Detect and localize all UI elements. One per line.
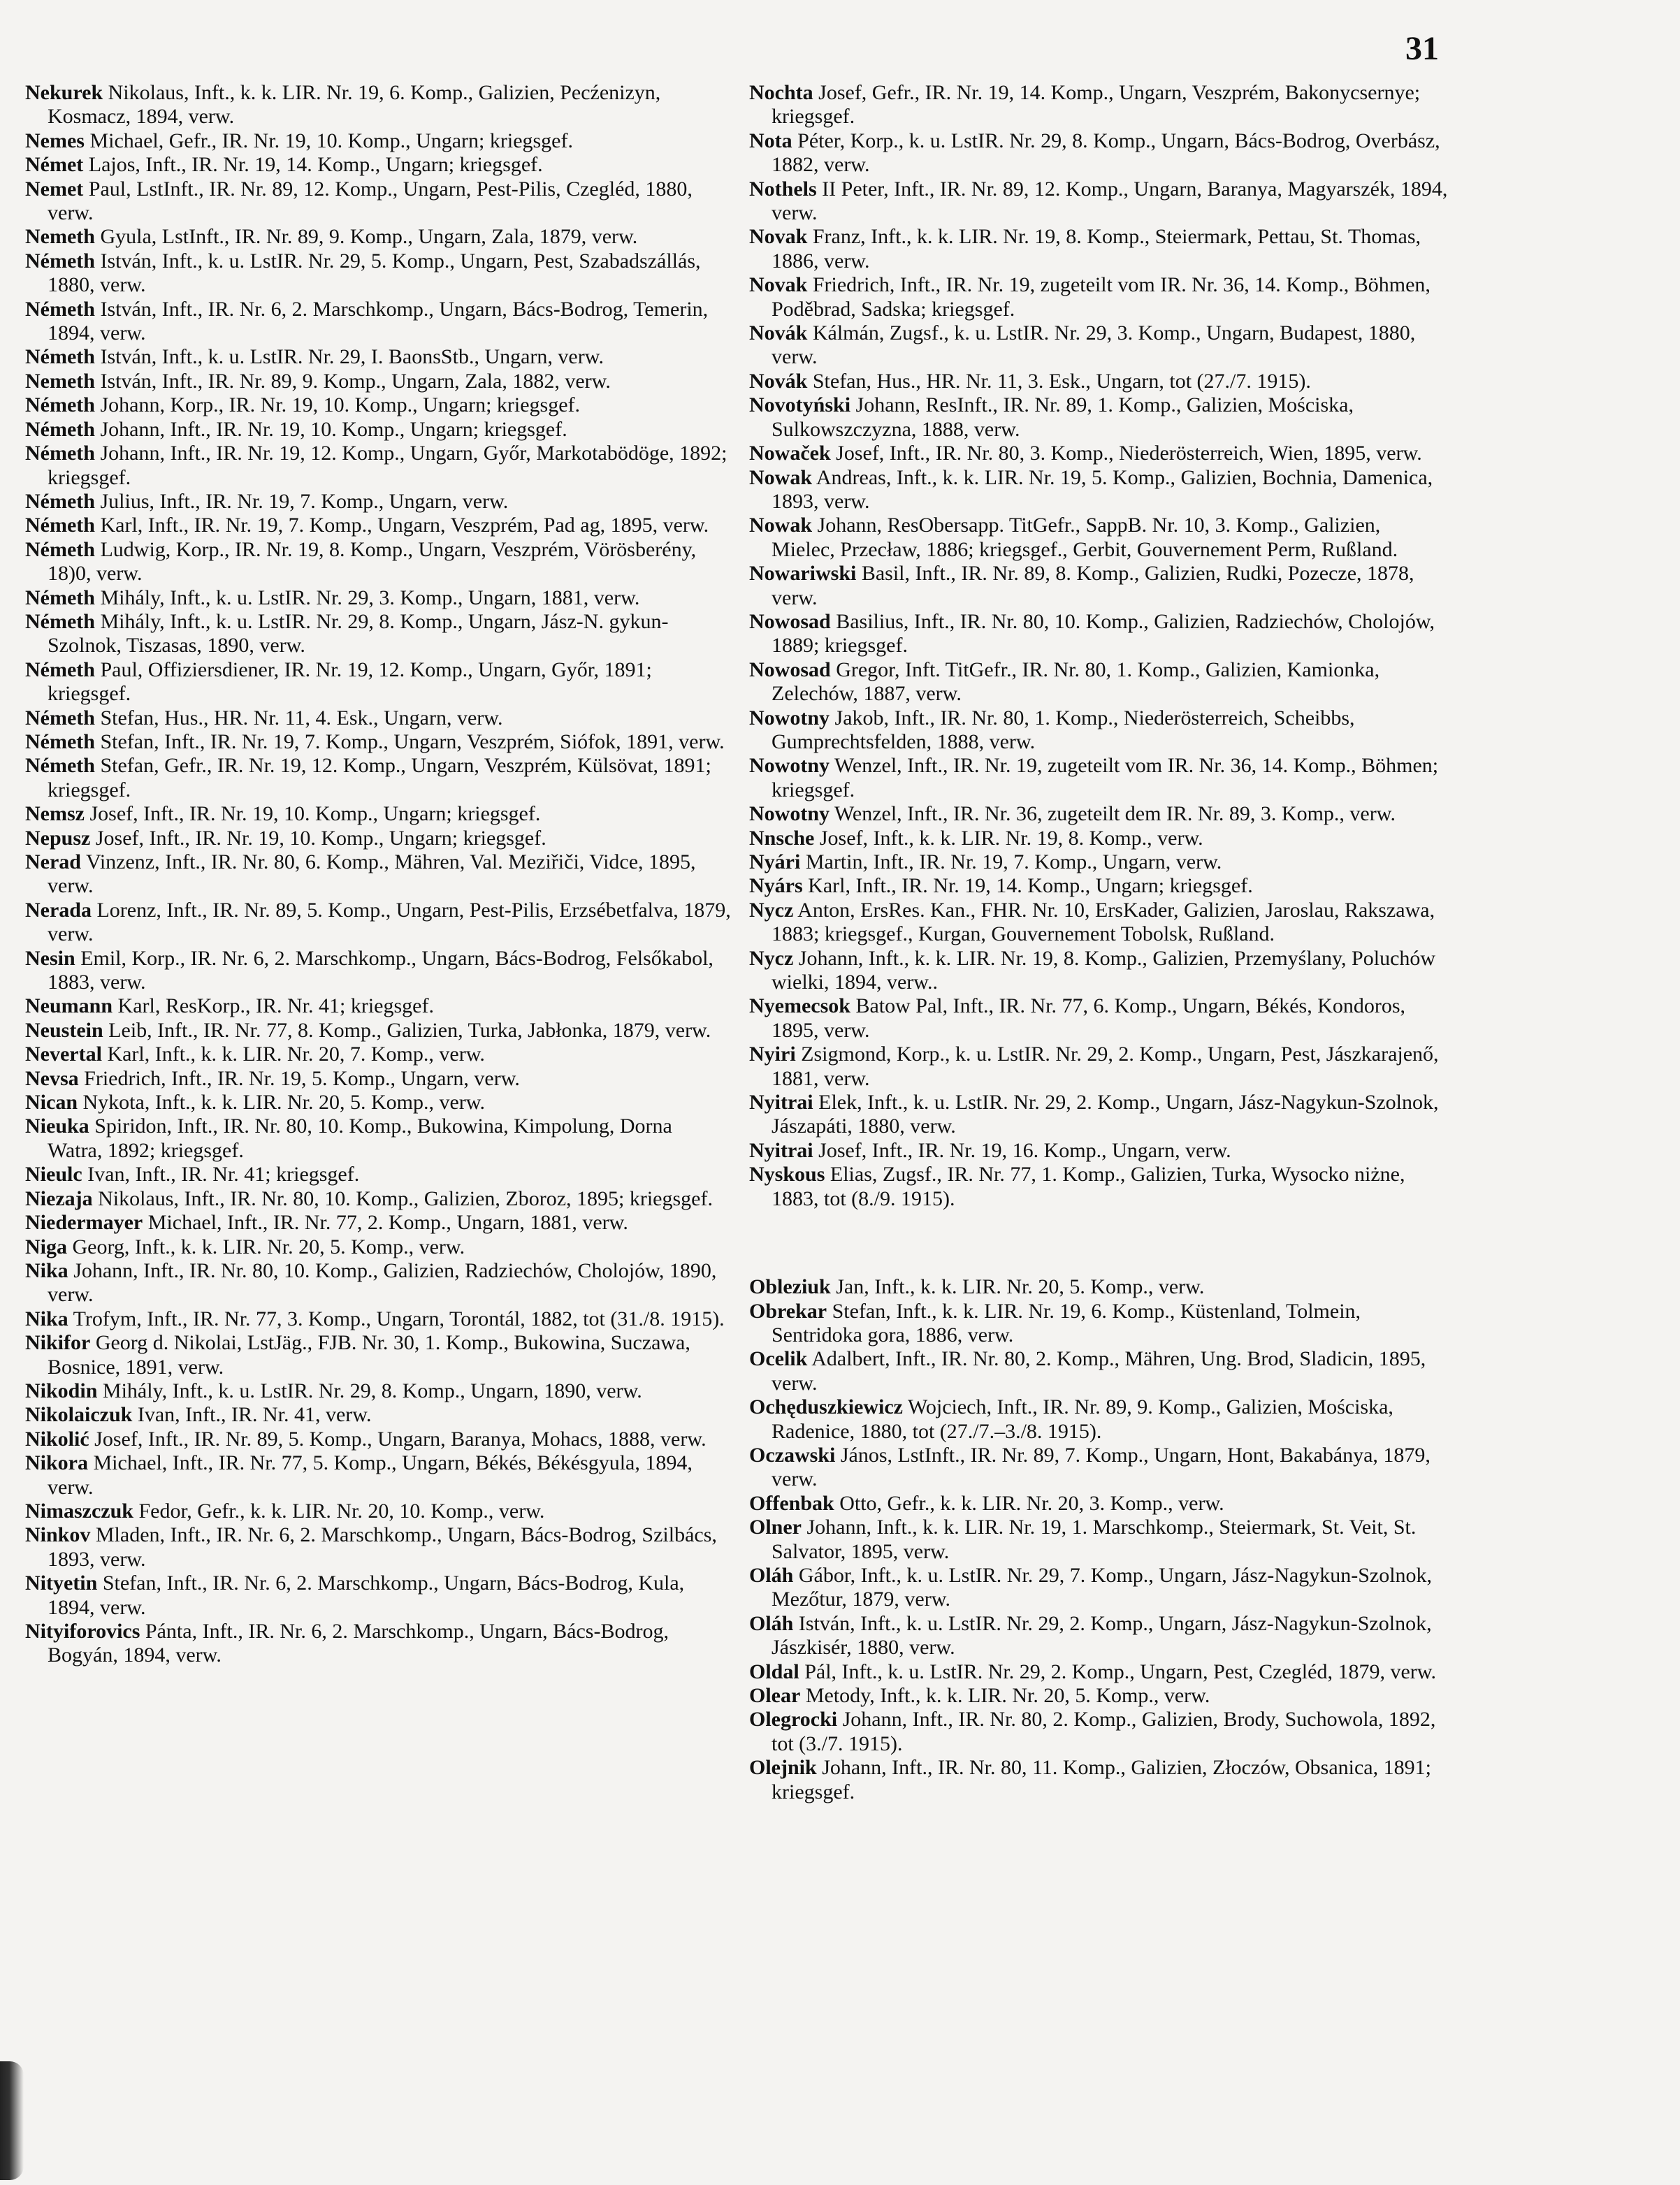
- entry-surname: Nican: [25, 1091, 78, 1115]
- entry-details: Georg d. Nikolai, LstJäg., FJB. Nr. 30, 1. Komp., Bukowina, Suczawa, Bosnice, 1891, verw.: [48, 1331, 690, 1379]
- register-entry: [749, 466, 1448, 514]
- register-entry: [25, 538, 731, 586]
- entry-details: Martin, Inft., IR. Nr. 19, 7. Komp., Ungarn, verw.: [805, 850, 1222, 873]
- entry-details: Ludwig, Korp., IR. Nr. 19, 8. Komp., Ungarn, Veszprém, Vörösberény, 18)0, verw.: [48, 537, 697, 586]
- entry-surname: Nikolaiczuk: [25, 1403, 133, 1427]
- entry-details: Ivan, Inft., IR. Nr. 41; kriegsgef.: [87, 1163, 360, 1186]
- entry-surname: Obrekar: [749, 1299, 827, 1323]
- entry-details: Gregor, Inft. TitGefr., IR. Nr. 80, 1. Komp., Galizien, Kamionka, Zelechów, 1887, verw.: [772, 658, 1380, 706]
- register-entry: [749, 1684, 1448, 1708]
- entry-surname: Németh: [25, 489, 95, 513]
- register-entry: [25, 899, 731, 947]
- entry-surname: Nyemecsok: [749, 994, 850, 1018]
- entry-details: Johann, Inft., k. k. LIR. Nr. 19, 8. Komp., Galizien, Przemyślany, Poluchów wielki, 1894, verw..: [772, 946, 1436, 994]
- entry-details: Michael, Gefr., IR. Nr. 19, 10. Komp., Ungarn; kriegsgef.: [89, 129, 573, 152]
- entry-surname: Nycz: [749, 946, 794, 970]
- entry-details: Josef, Inft., IR. Nr. 19, 10. Komp., Ungarn; kriegsgef.: [95, 826, 546, 850]
- entry-surname: Németh: [25, 729, 95, 753]
- register-entry: [25, 1331, 731, 1379]
- entry-surname: Nika: [25, 1258, 68, 1282]
- entry-details: Pál, Inft., k. u. LstIR. Nr. 29, 2. Komp., Ungarn, Pest, Czegléd, 1879, verw.: [804, 1660, 1436, 1683]
- entry-surname: Novak: [749, 273, 808, 297]
- register-entry: [25, 1571, 731, 1620]
- entry-details: István, Inft., k. u. LstIR. Nr. 29, 5. Komp., Ungarn, Pest, Szabadszállás, 1880, verw.: [48, 249, 701, 297]
- section-gap: [749, 1211, 1448, 1275]
- entry-surname: Olear: [749, 1684, 801, 1707]
- entry-details: Gábor, Inft., k. u. LstIR. Nr. 29, 7. Komp., Ungarn, Jász-Nagykun-Szolnok, Mezőtur, 1879, verw.: [772, 1563, 1433, 1611]
- entry-surname: Olejnik: [749, 1756, 817, 1780]
- register-entry: [25, 706, 731, 730]
- left-column: [25, 81, 731, 1668]
- register-entry: [749, 874, 1448, 898]
- binding-edge-mark: [0, 2061, 24, 2180]
- register-entry: [749, 754, 1448, 802]
- register-entry: [749, 225, 1448, 273]
- entry-details: Wojciech, Inft., IR. Nr. 89, 9. Komp., Galizien, Mościska, Radenice, 1880, tot (27./7.–3./8. 1915).: [772, 1395, 1393, 1443]
- entry-details: Nikolaus, Inft., k. k. LIR. Nr. 19, 6. Komp., Galizien, Pecźenizyn, Kosmacz, 1894, verw.: [48, 81, 661, 129]
- register-entry: [25, 610, 731, 658]
- entry-details: Johann, Inft., k. k. LIR. Nr. 19, 1. Marschkomp., Steiermark, St. Veit, St. Salvator, 1895, verw.: [772, 1516, 1417, 1563]
- register-entry: [25, 1043, 731, 1066]
- register-entry: [25, 1115, 731, 1163]
- register-entry: [25, 249, 731, 298]
- register-entry: [25, 393, 731, 417]
- register-entry: [25, 1091, 731, 1115]
- entry-details: Mihály, Inft., k. u. LstIR. Nr. 29, 8. Komp., Ungarn, 1890, verw.: [102, 1379, 642, 1402]
- entry-details: Ivan, Inft., IR. Nr. 41, verw.: [137, 1403, 372, 1427]
- entry-details: Anton, ErsRes. Kan., FHR. Nr. 10, ErsKader, Galizien, Jaroslau, Rakszawa, 1883; kriegsgef., Kurgan, Gouvernement Tobolsk, Rußland.: [772, 898, 1435, 946]
- register-entry: [25, 1620, 731, 1668]
- entry-details: Josef, Inft., IR. Nr. 80, 3. Komp., Niederösterreich, Wien, 1895, verw.: [836, 442, 1422, 465]
- entry-surname: Nerada: [25, 898, 92, 922]
- entry-details: Stefan, Hus., HR. Nr. 11, 4. Esk., Ungarn, verw.: [100, 706, 503, 729]
- register-entry: [749, 1139, 1448, 1163]
- register-entry: [749, 81, 1448, 129]
- entry-details: Kálmán, Zugsf., k. u. LstIR. Nr. 29, 3. Komp., Ungarn, Budapest, 1880, verw.: [772, 321, 1416, 369]
- entry-details: István, Inft., k. u. LstIR. Nr. 29, 2. Komp., Ungarn, Jász-Nagykun-Szolnok, Jászkisér, 1880, verw.: [772, 1611, 1432, 1660]
- entry-surname: Oldal: [749, 1660, 799, 1683]
- register-entry: [25, 442, 731, 490]
- entry-details: Andreas, Inft., k. k. LIR. Nr. 19, 5. Komp., Galizien, Bochnia, Damenica, 1893, verw.: [772, 465, 1433, 513]
- entry-surname: Németh: [25, 754, 95, 778]
- entry-surname: Neumann: [25, 994, 113, 1018]
- entry-details: Péter, Korp., k. u. LstIR. Nr. 29, 8. Komp., Ungarn, Bács-Bodrog, Overbász, 1882, verw.: [772, 129, 1440, 177]
- register-entry: [749, 1516, 1448, 1564]
- entry-details: Trofym, Inft., IR. Nr. 77, 3. Komp., Ungarn, Torontál, 1882, tot (31./8. 1915).: [73, 1307, 725, 1330]
- register-entry: [25, 1211, 731, 1235]
- entry-surname: Nikolić: [25, 1427, 89, 1451]
- entry-surname: Németh: [25, 514, 95, 537]
- entry-surname: Nowak: [749, 465, 813, 489]
- register-entry: [749, 947, 1448, 995]
- register-entry: [25, 994, 731, 1018]
- register-entry: [749, 994, 1448, 1043]
- register-entry: [749, 1444, 1448, 1492]
- register-entry: [25, 177, 731, 226]
- entry-surname: Nyári: [749, 850, 801, 873]
- entry-surname: Nevsa: [25, 1066, 79, 1090]
- entry-details: Fedor, Gefr., k. k. LIR. Nr. 20, 10. Komp., verw.: [138, 1499, 545, 1523]
- register-entry: [25, 1067, 731, 1091]
- entry-surname: Oláh: [749, 1611, 794, 1635]
- entry-details: Josef, Inft., IR. Nr. 19, 10. Komp., Ungarn; kriegsgef.: [89, 802, 541, 826]
- register-entry: [749, 1163, 1448, 1211]
- entry-surname: Novak: [749, 225, 808, 249]
- entry-surname: Nesin: [25, 946, 75, 970]
- entry-details: Friedrich, Inft., IR. Nr. 19, 5. Komp., Ungarn, verw.: [84, 1066, 520, 1090]
- entry-details: Lorenz, Inft., IR. Nr. 89, 5. Komp., Ungarn, Pest-Pilis, Erzsébetfalva, 1879, verw.: [48, 898, 731, 946]
- register-entry: [749, 827, 1448, 850]
- entry-details: Zsigmond, Korp., k. u. LstIR. Nr. 29, 2. Komp., Ungarn, Pest, Jászkarajenő, 1881, verw.: [772, 1043, 1439, 1090]
- register-entry: [25, 1428, 731, 1451]
- register-entry: [25, 1259, 731, 1307]
- entry-details: Wenzel, Inft., IR. Nr. 36, zugeteilt dem IR. Nr. 89, 3. Komp., verw.: [834, 802, 1396, 826]
- register-entry: [25, 129, 731, 153]
- entry-surname: Nikora: [25, 1451, 88, 1475]
- entry-details: Johann, ResInft., IR. Nr. 89, 1. Komp., Galizien, Mościska, Sulkowszczyzna, 1888, verw.: [772, 393, 1354, 441]
- entry-surname: Niezaja: [25, 1186, 93, 1210]
- register-entry: [749, 1300, 1448, 1348]
- entry-details: Stefan, Inft., IR. Nr. 19, 7. Komp., Ungarn, Veszprém, Siófok, 1891, verw.: [100, 729, 725, 753]
- entry-details: Stefan, Gefr., IR. Nr. 19, 12. Komp., Ungarn, Veszprém, Külsövat, 1891; kriegsgef.: [48, 754, 711, 801]
- entry-details: Elek, Inft., k. u. LstIR. Nr. 29, 2. Komp., Ungarn, Jász-Nagykun-Szolnok, Jászapáti, 1880, verw.: [772, 1091, 1439, 1138]
- entry-surname: Német: [25, 153, 84, 177]
- entry-details: Johann, Inft., IR. Nr. 80, 11. Komp., Galizien, Złoczów, Obsanica, 1891; kriegsgef.: [772, 1756, 1431, 1803]
- entry-details: Friedrich, Inft., IR. Nr. 19, zugeteilt vom IR. Nr. 36, 14. Komp., Böhmen, Poděbrad, Sadska; kriegsgef.: [772, 273, 1431, 321]
- entry-surname: Novák: [749, 369, 808, 393]
- entry-surname: Nika: [25, 1307, 68, 1330]
- entry-surname: Nityetin: [25, 1571, 98, 1595]
- entry-details: Karl, Inft., IR. Nr. 19, 14. Komp., Ungarn; kriegsgef.: [808, 874, 1253, 898]
- entry-surname: Nothels: [749, 177, 817, 201]
- entry-surname: Németh: [25, 417, 95, 441]
- entry-details: Mihály, Inft., k. u. LstIR. Nr. 29, 8. Komp., Ungarn, Jász-N. gykun-Szolnok, Tiszasas, 1890, verw.: [48, 609, 669, 658]
- entry-details: Nikolaus, Inft., IR. Nr. 80, 10. Komp., Galizien, Zboroz, 1895; kriegsgef.: [98, 1186, 713, 1210]
- entry-details: Johann, ResObersapp. TitGefr., SappB. Nr. 10, 3. Komp., Galizien, Mielec, Przecław, 1886; kriegsgef., Gerbit, Gouvernement Perm, Rußland.: [772, 514, 1398, 561]
- entry-surname: Németh: [25, 586, 95, 609]
- register-entry: [25, 225, 731, 249]
- entry-details: István, Inft., IR. Nr. 89, 9. Komp., Ungarn, Zala, 1882, verw.: [100, 369, 611, 393]
- register-entry: [749, 1492, 1448, 1516]
- entry-details: Basilius, Inft., IR. Nr. 80, 10. Komp., Galizien, Radziechów, Cholojów, 1889; kriegsgef.: [772, 609, 1435, 658]
- entry-details: Paul, LstInft., IR. Nr. 89, 12. Komp., Ungarn, Pest-Pilis, Czegléd, 1880, verw.: [48, 177, 693, 225]
- register-entry: [749, 1347, 1448, 1395]
- register-entry: [25, 1019, 731, 1043]
- register-entry: [25, 1187, 731, 1211]
- register-entry: [749, 706, 1448, 755]
- entry-details: Spiridon, Inft., IR. Nr. 80, 10. Komp., Bukowina, Kimpolung, Dorna Watra, 1892; kriegsgef.: [48, 1115, 672, 1162]
- register-entry: [749, 658, 1448, 706]
- entry-surname: Németh: [25, 537, 95, 561]
- entry-surname: Nieulc: [25, 1163, 82, 1186]
- entry-details: Jakob, Inft., IR. Nr. 80, 1. Komp., Niederösterreich, Scheibbs, Gumprechtsfelden, 1888, verw.: [772, 706, 1355, 753]
- entry-surname: Németh: [25, 658, 95, 681]
- entry-surname: Ninkov: [25, 1523, 91, 1547]
- entry-surname: Nowotny: [749, 802, 830, 826]
- entry-surname: Ocelik: [749, 1347, 808, 1371]
- entry-surname: Nityiforovics: [25, 1620, 140, 1643]
- register-entry: [749, 1660, 1448, 1684]
- entry-details: Johann, Inft., IR. Nr. 19, 12. Komp., Ungarn, Győr, Markotabödöge, 1892; kriegsgef.: [48, 442, 727, 489]
- entry-details: Stefan, Hus., HR. Nr. 11, 3. Esk., Ungarn, tot (27./7. 1915).: [812, 369, 1311, 393]
- entry-surname: Nimaszczuk: [25, 1499, 133, 1523]
- entry-surname: Olegrocki: [749, 1708, 838, 1732]
- entry-details: Metody, Inft., k. k. LIR. Nr. 20, 5. Komp., verw.: [805, 1684, 1210, 1707]
- entry-surname: Németh: [25, 442, 95, 465]
- register-entry: [25, 1163, 731, 1186]
- entry-surname: Nemeth: [25, 225, 95, 249]
- right-column: [749, 81, 1448, 1804]
- entry-details: Leib, Inft., IR. Nr. 77, 8. Komp., Galizien, Turka, Jabłonka, 1879, verw.: [108, 1018, 711, 1042]
- register-entry: [25, 298, 731, 346]
- register-entry: [25, 81, 731, 129]
- register-entry: [749, 850, 1448, 874]
- entry-surname: Olner: [749, 1516, 802, 1539]
- entry-details: István, Inft., IR. Nr. 6, 2. Marschkomp., Ungarn, Bács-Bodrog, Temerin, 1894, verw.: [48, 297, 709, 345]
- entry-details: Johann, Inft., IR. Nr. 80, 10. Komp., Galizien, Radziechów, Cholojów, 1890, verw.: [48, 1258, 717, 1307]
- entry-details: Mihály, Inft., k. u. LstIR. Nr. 29, 3. Komp., Ungarn, 1881, verw.: [100, 586, 640, 609]
- register-entry: [25, 586, 731, 610]
- register-entry: [25, 1307, 731, 1331]
- register-entry: [749, 442, 1448, 465]
- entry-details: Stefan, Inft., k. k. LIR. Nr. 19, 6. Komp., Küstenland, Tolmein, Sentridoka gora, 1886, verw.: [772, 1299, 1361, 1346]
- register-entry: [749, 802, 1448, 826]
- register-entry: [25, 754, 731, 802]
- entry-surname: Nevertal: [25, 1043, 102, 1066]
- entry-surname: Nerad: [25, 850, 81, 873]
- entry-surname: Niga: [25, 1235, 67, 1258]
- entry-surname: Nyárs: [749, 874, 803, 898]
- entry-surname: Németh: [25, 345, 95, 369]
- entry-surname: Nemsz: [25, 802, 85, 826]
- entry-surname: Nyitrai: [749, 1138, 813, 1162]
- entry-details: Elias, Zugsf., IR. Nr. 77, 1. Komp., Galizien, Turka, Wysocko niżne, 1883, tot (8./9. 1915).: [772, 1163, 1405, 1210]
- entry-surname: Nepusz: [25, 826, 91, 850]
- entry-details: Adalbert, Inft., IR. Nr. 80, 2. Komp., Mähren, Ung. Brod, Sladicin, 1895, verw.: [772, 1347, 1426, 1395]
- register-entry: [25, 370, 731, 393]
- register-entry: [25, 1379, 731, 1403]
- entry-surname: Nnsche: [749, 826, 815, 850]
- entry-details: Michael, Inft., IR. Nr. 77, 5. Komp., Ungarn, Békés, Békésgyula, 1894, verw.: [48, 1451, 693, 1499]
- entry-details: Stefan, Inft., IR. Nr. 6, 2. Marschkomp., Ungarn, Bács-Bodrog, Kula, 1894, verw.: [48, 1571, 685, 1619]
- entry-surname: Nowotny: [749, 754, 830, 778]
- entry-surname: Obleziuk: [749, 1275, 831, 1299]
- entry-details: Josef, Inft., IR. Nr. 19, 16. Komp., Ungarn, verw.: [818, 1138, 1231, 1162]
- entry-details: Karl, Inft., k. k. LIR. Nr. 20, 7. Komp., verw.: [107, 1043, 485, 1066]
- entry-details: Jan, Inft., k. k. LIR. Nr. 20, 5. Komp., verw.: [836, 1275, 1205, 1299]
- register-entry: [25, 1235, 731, 1259]
- register-entry: [25, 418, 731, 442]
- register-entry: [749, 1091, 1448, 1139]
- entry-details: Karl, ResKorp., IR. Nr. 41; kriegsgef.: [117, 994, 434, 1018]
- entry-surname: Oczawski: [749, 1443, 836, 1467]
- entry-details: Karl, Inft., IR. Nr. 19, 7. Komp., Ungarn, Veszprém, Pad ag, 1895, verw.: [100, 514, 709, 537]
- entry-surname: Novák: [749, 321, 808, 345]
- entry-surname: Nemet: [25, 177, 84, 201]
- register-entry: [25, 827, 731, 850]
- entry-details: Josef, Inft., IR. Nr. 89, 5. Komp., Ungarn, Baranya, Mohacs, 1888, verw.: [94, 1427, 707, 1451]
- register-entry: [749, 129, 1448, 177]
- entry-details: Vinzenz, Inft., IR. Nr. 80, 6. Komp., Mähren, Val. Meziřiči, Vidce, 1895, verw.: [48, 850, 696, 898]
- entry-details: Gyula, LstInft., IR. Nr. 89, 9. Komp., Ungarn, Zala, 1879, verw.: [100, 225, 638, 249]
- entry-surname: Nowak: [749, 514, 813, 537]
- register-entry: [25, 490, 731, 514]
- register-entry: [25, 514, 731, 537]
- entry-surname: Novotyński: [749, 393, 851, 417]
- entry-surname: Nekurek: [25, 81, 103, 104]
- entry-details: Johann, Inft., IR. Nr. 80, 2. Komp., Galizien, Brody, Suchowola, 1892, tot (3./7. 1915).: [772, 1708, 1436, 1755]
- entry-surname: Offenbak: [749, 1491, 834, 1515]
- register-entry: [749, 1756, 1448, 1804]
- entry-surname: Nyiri: [749, 1043, 796, 1066]
- entry-surname: Nowosad: [749, 658, 831, 681]
- register-entry: [749, 370, 1448, 393]
- entry-surname: Nikodin: [25, 1379, 98, 1402]
- entry-details: István, Inft., k. u. LstIR. Nr. 29, I. BaonsStb., Ungarn, verw.: [100, 345, 604, 369]
- register-entry: [749, 321, 1448, 370]
- register-entry: [25, 153, 731, 177]
- entry-surname: Németh: [25, 297, 95, 321]
- entry-surname: Nowotny: [749, 706, 830, 729]
- entry-details: Michael, Inft., IR. Nr. 77, 2. Komp., Ungarn, 1881, verw.: [147, 1211, 628, 1235]
- register-entry: [25, 1500, 731, 1523]
- register-entry: [749, 273, 1448, 321]
- entry-surname: Nyitrai: [749, 1091, 813, 1115]
- entry-surname: Nyskous: [749, 1163, 825, 1186]
- register-entry: [25, 1403, 731, 1427]
- entry-surname: Nikifor: [25, 1331, 91, 1355]
- entry-surname: Neustein: [25, 1018, 103, 1042]
- register-entry: [749, 899, 1448, 947]
- entry-surname: Oláh: [749, 1563, 794, 1587]
- register-entry: [749, 562, 1448, 610]
- entry-details: Johann, Inft., IR. Nr. 19, 10. Komp., Ungarn; kriegsgef.: [100, 417, 567, 441]
- entry-surname: Nycz: [749, 898, 794, 922]
- entry-details: Josef, Inft., k. k. LIR. Nr. 19, 8. Komp., verw.: [819, 826, 1203, 850]
- register-entry: [749, 1043, 1448, 1091]
- entry-surname: Nochta: [749, 81, 813, 104]
- entry-details: Mladen, Inft., IR. Nr. 6, 2. Marschkomp., Ungarn, Bács-Bodrog, Szilbács, 1893, verw.: [48, 1523, 717, 1571]
- entry-surname: Nowariwski: [749, 562, 857, 586]
- entry-surname: Németh: [25, 609, 95, 633]
- register-entry: [25, 1523, 731, 1571]
- register-entry: [749, 393, 1448, 442]
- page-number: 31: [1405, 30, 1439, 67]
- register-entry: [749, 1612, 1448, 1660]
- entry-surname: Nowosad: [749, 609, 831, 633]
- entry-surname: Ochęduszkiewicz: [749, 1395, 903, 1419]
- entry-surname: Niedermayer: [25, 1211, 143, 1235]
- entry-details: Otto, Gefr., k. k. LIR. Nr. 20, 3. Komp., verw.: [839, 1491, 1224, 1515]
- register-entry: [749, 1395, 1448, 1444]
- entry-surname: Nemes: [25, 129, 85, 152]
- entry-surname: Nemeth: [25, 369, 95, 393]
- register-entry: [749, 1275, 1448, 1299]
- entry-surname: Németh: [25, 706, 95, 729]
- entry-details: Julius, Inft., IR. Nr. 19, 7. Komp., Ungarn, verw.: [100, 489, 509, 513]
- entry-details: Basil, Inft., IR. Nr. 89, 8. Komp., Galizien, Rudki, Pozecze, 1878, verw.: [772, 562, 1414, 609]
- entry-details: Batow Pal, Inft., IR. Nr. 77, 6. Komp., Ungarn, Békés, Kondoros, 1895, verw.: [772, 994, 1406, 1042]
- register-entry: [25, 802, 731, 826]
- entry-details: Pánta, Inft., IR. Nr. 6, 2. Marschkomp., Ungarn, Bács-Bodrog, Bogyán, 1894, verw.: [48, 1620, 669, 1667]
- entry-details: Georg, Inft., k. k. LIR. Nr. 20, 5. Komp., verw.: [72, 1235, 465, 1258]
- entry-details: János, LstInft., IR. Nr. 89, 7. Komp., Ungarn, Hont, Bakabánya, 1879, verw.: [772, 1443, 1431, 1491]
- register-entry: [25, 658, 731, 706]
- entry-details: Nykota, Inft., k. k. LIR. Nr. 20, 5. Komp., verw.: [82, 1091, 485, 1115]
- entry-surname: Németh: [25, 249, 95, 273]
- register-entry: [749, 1708, 1448, 1756]
- entry-surname: Nowaček: [749, 442, 831, 465]
- register-entry: [25, 730, 731, 754]
- entry-surname: Németh: [25, 393, 95, 417]
- register-entry: [25, 850, 731, 899]
- entry-details: Josef, Gefr., IR. Nr. 19, 14. Komp., Ungarn, Veszprém, Bakonycsernye; kriegsgef.: [772, 81, 1421, 129]
- register-entry: [749, 610, 1448, 658]
- register-entry: [749, 177, 1448, 226]
- register-entry: [25, 1451, 731, 1500]
- register-entry: [749, 514, 1448, 562]
- entry-details: II Peter, Inft., IR. Nr. 89, 12. Komp., Ungarn, Baranya, Magyarszék, 1894, verw.: [772, 177, 1448, 225]
- entry-surname: Nota: [749, 129, 792, 152]
- entry-details: Franz, Inft., k. k. LIR. Nr. 19, 8. Komp., Steiermark, Pettau, St. Thomas, 1886, verw.: [772, 225, 1421, 273]
- register-entry: [25, 345, 731, 369]
- entry-details: Johann, Korp., IR. Nr. 19, 10. Komp., Ungarn; kriegsgef.: [100, 393, 581, 417]
- register-entry: [25, 947, 731, 995]
- register-entry: [749, 1564, 1448, 1612]
- entry-details: Lajos, Inft., IR. Nr. 19, 14. Komp., Ungarn; kriegsgef.: [88, 153, 543, 177]
- entry-details: Paul, Offiziersdiener, IR. Nr. 19, 12. Komp., Ungarn, Győr, 1891; kriegsgef.: [48, 658, 652, 706]
- entry-surname: Nieuka: [25, 1115, 89, 1138]
- entry-details: Emil, Korp., IR. Nr. 6, 2. Marschkomp., Ungarn, Bács-Bodrog, Felsőkabol, 1883, verw.: [48, 946, 714, 994]
- entry-details: Wenzel, Inft., IR. Nr. 19, zugeteilt vom IR. Nr. 36, 14. Komp., Böhmen; kriegsgef.: [772, 754, 1439, 801]
